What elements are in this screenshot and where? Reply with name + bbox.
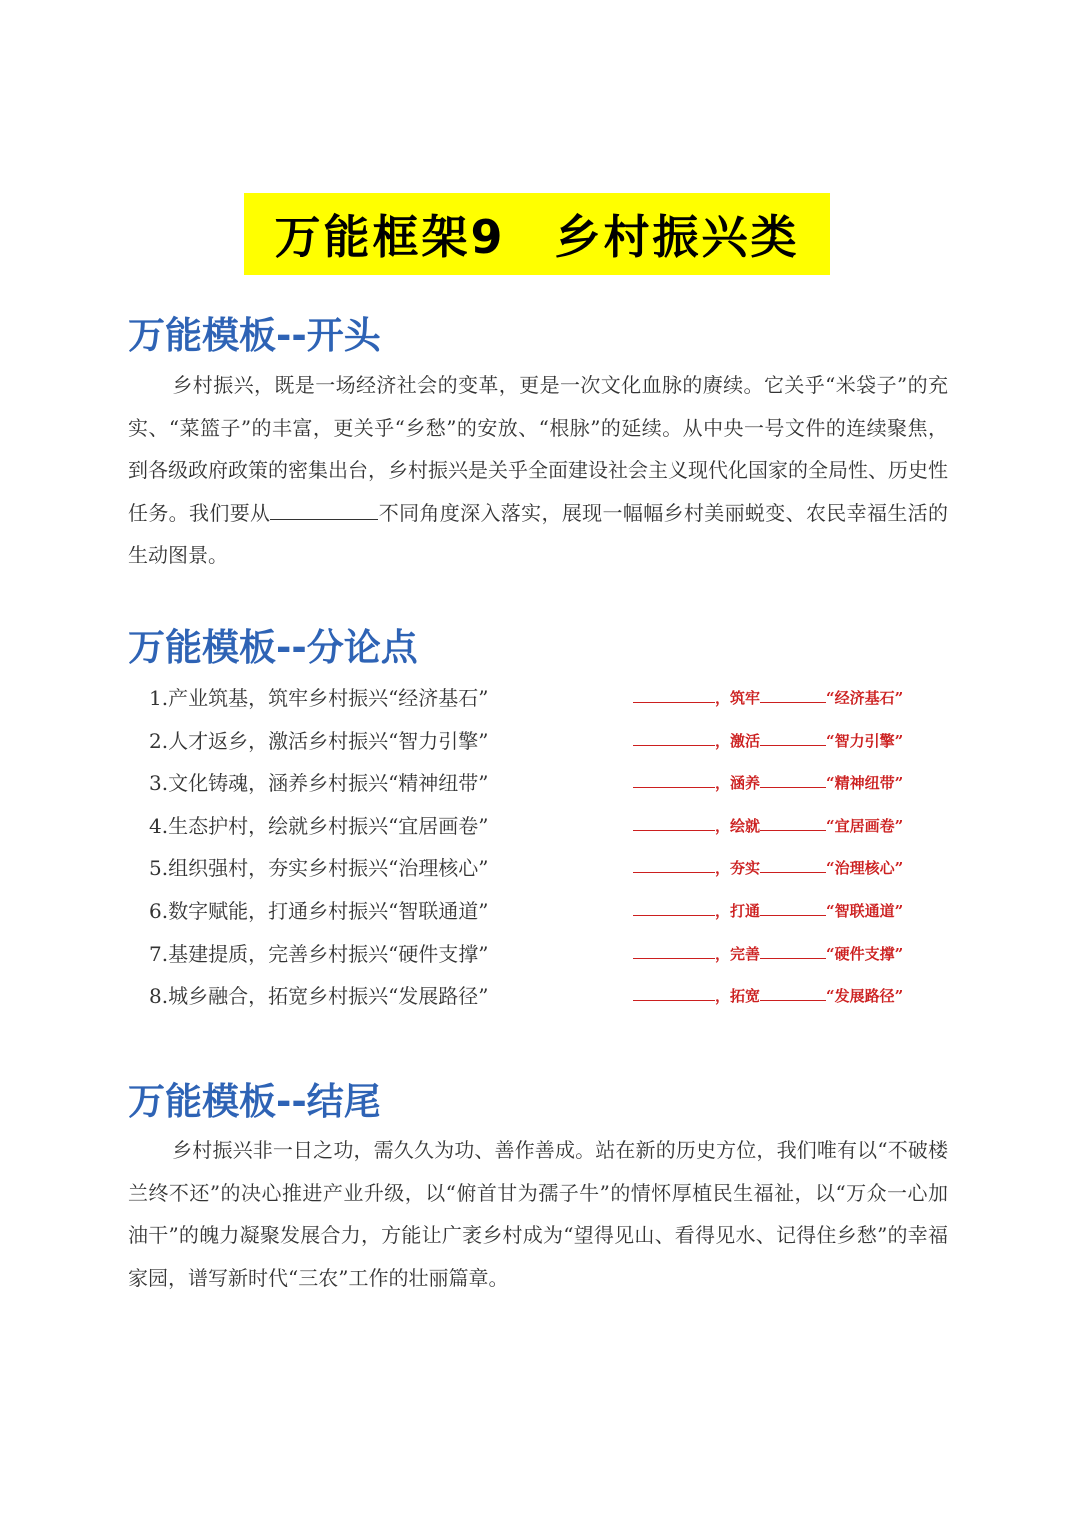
- point-item: [149, 762, 949, 805]
- fill-blank: [760, 771, 826, 788]
- fill-blank: [760, 942, 826, 959]
- fill-separator: ，: [715, 816, 731, 835]
- fill-blank: [633, 942, 715, 959]
- fill-quote: “宜居画卷”: [826, 816, 904, 835]
- fill-verb: 拓宽: [730, 987, 761, 1006]
- points-heading: 万能模板--分论点: [128, 626, 418, 669]
- point-text: 3.文化铸魂，涵养乡村振兴“精神纽带”: [149, 771, 489, 796]
- fill-separator: ，: [715, 901, 731, 920]
- point-fill-template: [633, 975, 903, 1018]
- fill-quote: “发展路径”: [826, 987, 904, 1006]
- fill-verb: 打通: [730, 901, 761, 920]
- point-item: [149, 975, 949, 1018]
- fill-blank: [760, 814, 826, 831]
- page-title: 万能框架9 乡村振兴类: [274, 210, 800, 264]
- point-text: 7.基建提质，完善乡村振兴“硬件支撑”: [149, 941, 489, 966]
- point-item: [149, 890, 949, 933]
- fill-verb: 夯实: [730, 859, 761, 878]
- fill-quote: “经济基石”: [826, 689, 904, 707]
- point-fill-template: [633, 890, 903, 933]
- fill-quote: “精神纽带”: [826, 774, 904, 793]
- fill-blank: [760, 686, 826, 703]
- point-item: [149, 933, 949, 976]
- point-item: [149, 720, 949, 763]
- fill-quote: “硬件支撑”: [826, 944, 904, 963]
- opening-heading: 万能模板--开头: [128, 314, 381, 357]
- point-fill-template: [633, 762, 903, 805]
- fill-blank: [633, 729, 715, 746]
- fill-blank: [760, 899, 826, 916]
- fill-verb: 绘就: [730, 816, 761, 835]
- point-fill-template: [633, 847, 903, 890]
- point-fill-template: [633, 933, 903, 976]
- fill-separator: ，: [715, 987, 731, 1006]
- fill-blank: [633, 814, 715, 831]
- fill-quote: “智力引擎”: [826, 731, 904, 750]
- fill-separator: ，: [715, 944, 731, 963]
- point-fill-template: [633, 677, 903, 720]
- fill-quote: “治理核心”: [826, 859, 904, 878]
- point-item: [149, 677, 949, 720]
- point-text: 4.生态护村，绘就乡村振兴“宜居画卷”: [149, 813, 489, 838]
- point-text: 5.组织强村，夯实乡村振兴“治理核心”: [149, 856, 489, 881]
- fill-separator: ，: [715, 859, 731, 878]
- opening-text-part2: 不同角度深入落实，展现一幅幅乡村美丽蜕变、农民幸福生活的生动图景。: [128, 500, 949, 567]
- fill-verb: 筑牢: [730, 689, 761, 707]
- fill-verb: 完善: [730, 944, 761, 963]
- point-fill-template: [633, 805, 903, 848]
- ending-text: 乡村振兴非一日之功，需久久为功、善作善成。站在新的历史方位，我们唯有以“不破楼兰终不还”的决心推进产业升级，以“俯首甘为孺子牛”的情怀厚植民生福祉，以“万众一心加油干”的魄力凝聚发展合力，方能让广袤乡村成为“望得见山、看得见水、记得住乡愁”的幸福家园，谱写新时代“三农”工作的壮丽篇章。: [128, 1138, 948, 1290]
- fill-blank: [633, 984, 715, 1001]
- opening-paragraph: [128, 364, 948, 577]
- fill-blank: [760, 984, 826, 1001]
- fill-verb: 涵养: [730, 774, 761, 793]
- fill-verb: 激活: [730, 731, 761, 750]
- fill-blank: [633, 899, 715, 916]
- fill-in-blank: [270, 499, 378, 520]
- fill-separator: ，: [715, 731, 731, 750]
- fill-blank: [760, 856, 826, 873]
- point-text: 6.数字赋能，打通乡村振兴“智联通道”: [149, 898, 489, 923]
- points-list: [149, 677, 949, 1018]
- point-item: [149, 847, 949, 890]
- fill-blank: [760, 729, 826, 746]
- fill-blank: [633, 686, 715, 703]
- ending-paragraph: [128, 1129, 948, 1299]
- fill-blank: [633, 771, 715, 788]
- title-banner: [244, 193, 830, 275]
- fill-quote: “智联通道”: [826, 901, 904, 920]
- fill-separator: ，: [715, 689, 731, 707]
- point-text: 8.城乡融合，拓宽乡村振兴“发展路径”: [149, 984, 489, 1009]
- ending-heading: 万能模板--结尾: [128, 1080, 381, 1123]
- fill-separator: ，: [715, 774, 731, 793]
- point-text: 1.产业筑基，筑牢乡村振兴“经济基石”: [149, 686, 489, 710]
- point-fill-template: [633, 720, 903, 763]
- opening-text-part1: 乡村振兴，既是一场经济社会的变革，更是一次文化血脉的赓续。它关乎“米袋子”的充实、“菜篮子”的丰富，更关乎“乡愁”的安放、“根脉”的延续。从中央一号文件的连续聚焦，到各级政府政策的密集出台，乡村振兴是关乎全面建设社会主义现代化国家的全局性、历史性任务。我们要从: [128, 373, 948, 525]
- point-item: [149, 805, 949, 848]
- fill-blank: [633, 856, 715, 873]
- point-text: 2.人才返乡，激活乡村振兴“智力引擎”: [149, 728, 489, 753]
